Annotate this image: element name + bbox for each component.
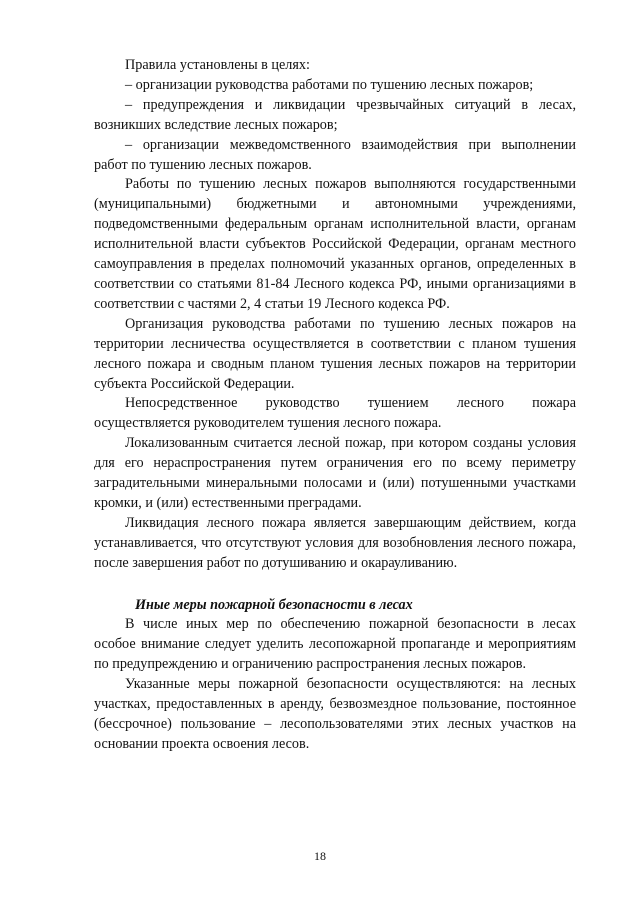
paragraph-intro: Правила установлены в целях:: [125, 57, 310, 73]
list-item-1: – организации руководства работами по тушению лесных пожаров;: [125, 76, 534, 93]
paragraph-direct-management: Непосредственное руководство тушением лесного пожара осуществляется руководителем тушения лесного пожара.: [94, 395, 576, 432]
section-heading: Иные меры пожарной безопасности в лесах: [135, 596, 413, 613]
paragraph-organization: Организация руководства работами по тушению лесных пожаров на территории лесничества осуществляется в соответствии с планом тушения лесного пожара и сводным планом тушения лесных пожаров на территории субъекта Российской Федерации.: [94, 315, 576, 392]
page-content: [94, 56, 576, 755]
paragraph-measures-implementation: Указанные меры пожарной безопасности осуществляются: на лесных участках, предоставленных в аренду, безвозмездное пользование, постоянное (бессрочное) пользование – лесопользователями этих лесных участков на основании проекта освоения лесов.: [94, 676, 576, 752]
page-number: 18: [314, 849, 326, 863]
paragraph-liquidation: Ликвидация лесного пожара является завершающим действием, когда устанавливается, что отсутствуют условия для возобновления лесного пожара, после завершения работ по дотушиванию и окарауливанию.: [94, 514, 576, 571]
paragraph-localized: Локализованным считается лесной пожар, при котором созданы условия для его нераспространения путем ограничения его по всему периметру заградительными минеральными полосами и (или) потушенными участками кромки, и (или) естественными преградами.: [94, 435, 576, 511]
list-item-2: – предупреждения и ликвидации чрезвычайных ситуаций в лесах, возникших вследствие лесных пожаров;: [94, 96, 576, 133]
paragraph-works: Работы по тушению лесных пожаров выполняются государственными (муниципальными) бюджетными и автономными учреждениями, подведомственными федеральным органам исполнительной власти, органам исполнительной власти субъектов Российской Федерации, органам местного самоуправления в пределах полномочий указанных органов, определенных в соответствии со статьями 81-84 Лесного кодекса РФ, иными организациями в соответствии с частями 2, 4 статьи 19 Лесного кодекса РФ.: [94, 176, 576, 312]
paragraph-other-measures: В числе иных мер по обеспечению пожарной безопасности в лесах особое внимание следует уделить лесопожарной пропаганде и мероприятиям по предупреждению и ограничению распространения лесных пожаров.: [94, 616, 576, 673]
list-item-3: – организации межведомственного взаимодействия при выполнении работ по тушению лесных пожаров.: [94, 136, 576, 173]
